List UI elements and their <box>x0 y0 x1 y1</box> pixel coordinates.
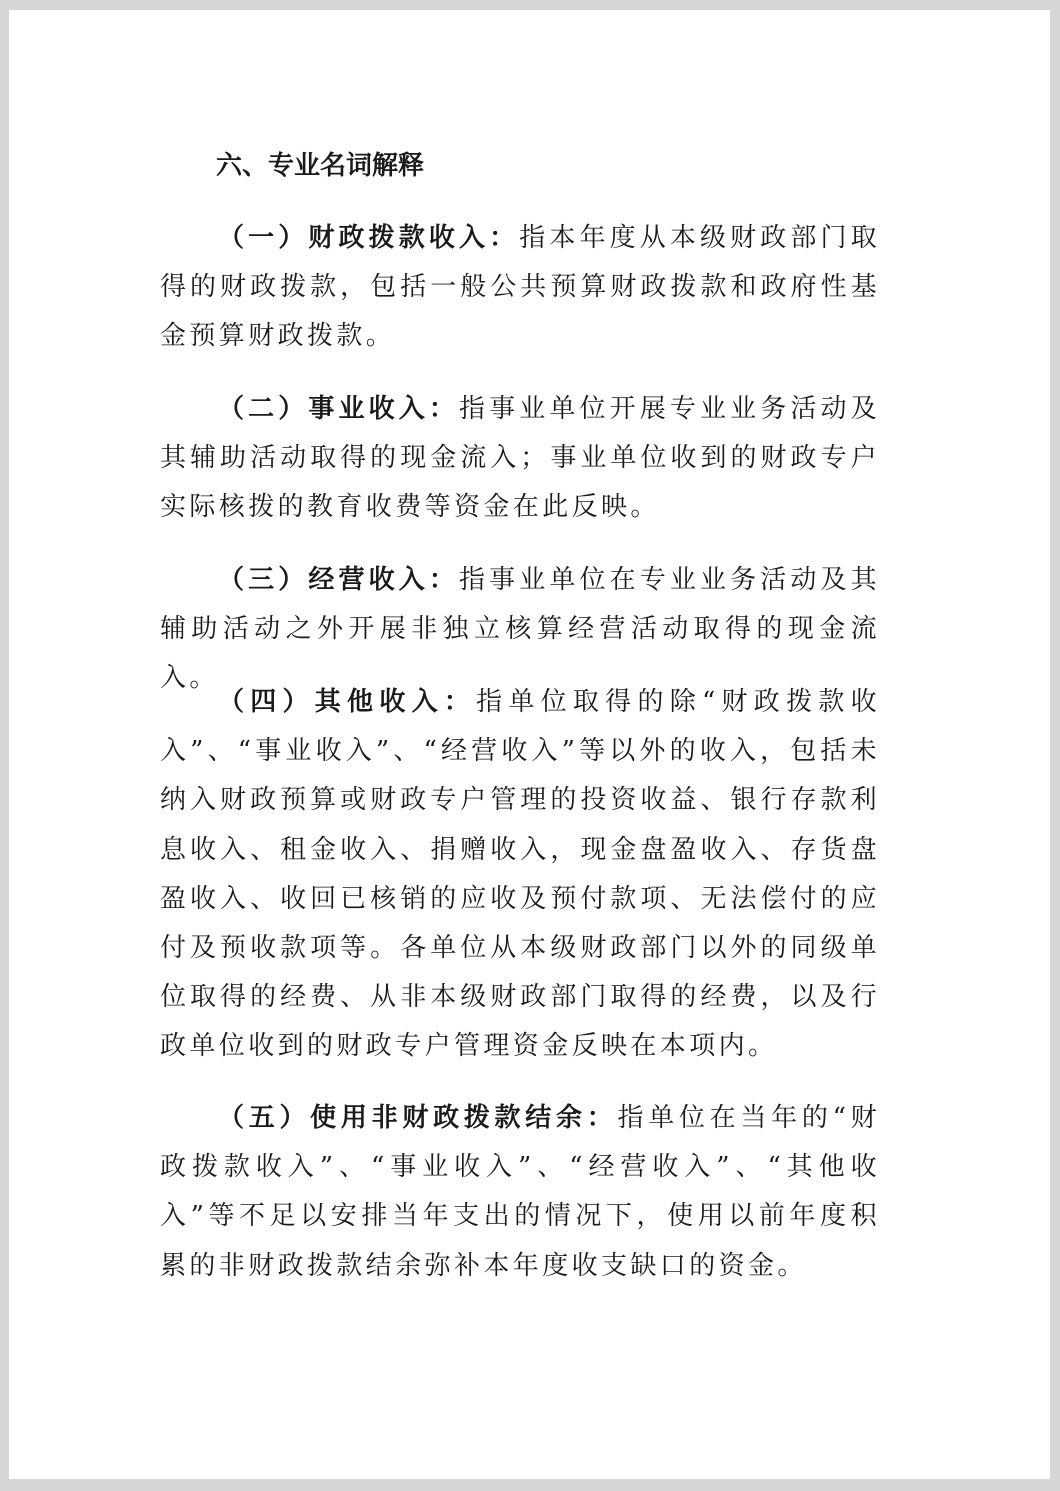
definition-term: （三）经营收入： <box>218 565 459 595</box>
definition-text: 指单位在当年的“财政拨款收入”、“事业收入”、“经营收入”、“其他收入”等不足以安排当年支出的情况下，使用以前年度积累的非财政拨款结余弥补本年度收支缺口的资金。 <box>160 1103 880 1281</box>
definition-term: （五）使用非财政拨款结余： <box>218 1103 618 1133</box>
definition-paragraph <box>160 214 880 362</box>
definition-paragraph <box>160 1094 880 1291</box>
definition-text: 指事业单位开展专业业务活动及其辅助活动取得的现金流入；事业单位收到的财政专户实际核拨的教育收费等资金在此反映。 <box>160 394 881 523</box>
definition-paragraph <box>160 678 880 1072</box>
definition-term: （二）事业收入： <box>218 394 459 424</box>
definition-text: 指单位取得的除“财政拨款收入”、“事业收入”、“经营收入”等以外的收入，包括未纳入财政预算或财政专户管理的投资收益、银行存款利息收入、租金收入、捐赠收入，现金盘盈收入、存货盘盈收入、收回已核销的应收及预付款项、无法偿付的应付及预收款项等。各单位从本级财政部门以外的同级单位取得的经费、从非本级财政部门取得的经费，以及行政单位收到的财政专户管理资金反映在本项内。 <box>160 687 880 1062</box>
definition-term: （一）财政拨款收入： <box>218 223 520 253</box>
definition-text: 指本年度从本级财政部门取得的财政拨款，包括一般公共预算财政拨款和政府性基金预算财政拨款。 <box>160 223 880 352</box>
section-heading: 六、专业名词解释 <box>216 151 425 181</box>
definition-term: （四）其他收入： <box>218 687 477 717</box>
definition-paragraph <box>160 385 880 533</box>
definition-text: 指事业单位在专业业务活动及其辅助活动之外开展非独立核算经营活动取得的现金流入。 <box>160 565 881 694</box>
